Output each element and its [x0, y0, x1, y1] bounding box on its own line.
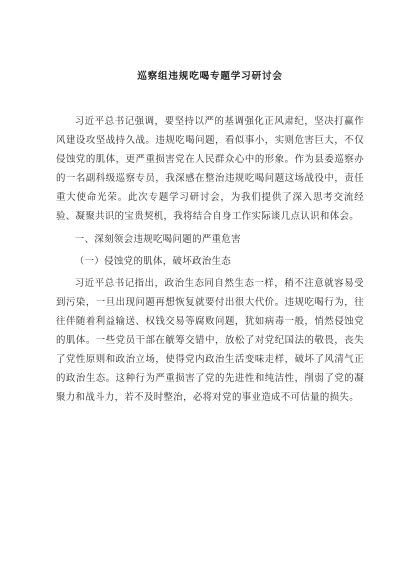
subsection-heading-1: （一）侵蚀党的肌体，破坏政治生态 — [74, 256, 232, 267]
section-heading-1: 一、深刻领会违规吃喝问题的严重危害 — [74, 234, 241, 245]
body-paragraph-1: 习近平总书记指出，政治生态同自然生态一样，稍不注意就容易受到污染，一旦出现问题再想恢复就要付出很大代价。违规吃喝行为，往往伴随着利益输送、权钱交易等腐败问题，犹如病毒一般，悄然侵蚀党的肌体。一些党员干部在觥筹交错中，放松了对党纪国法的敬畏，丧失了党性原则和政治立场，使得党内政治生活变味走样，破坏了风清气正的政治生态。这种行为严重损害了党的先进性和纯洁性，削弱了党的凝聚力和战斗力，若不及时整治，必将对党的事业造成不可估量的损失。 — [56, 278, 364, 403]
document-title: 巡察组违规吃喝专题学习研讨会 — [137, 71, 283, 82]
intro-paragraph: 习近平总书记强调，要坚持以严的基调强化正风肃纪，坚决打赢作风建设攻坚战持久战。违规吃喝问题，看似事小，实则危害巨大，不仅侵蚀党的肌体，更严重损害党在人民群众心中的形象。作为县委巡察办的一名副科级巡察专员，我深感在整治违规吃喝问题这场战役中，责任重大使命光荣。此次专题学习研讨会，为我们提供了深入思考交流经验、凝聚共识的宝贵契机，我将结合自身工作实际谈几点认识和体会。 — [56, 116, 364, 222]
